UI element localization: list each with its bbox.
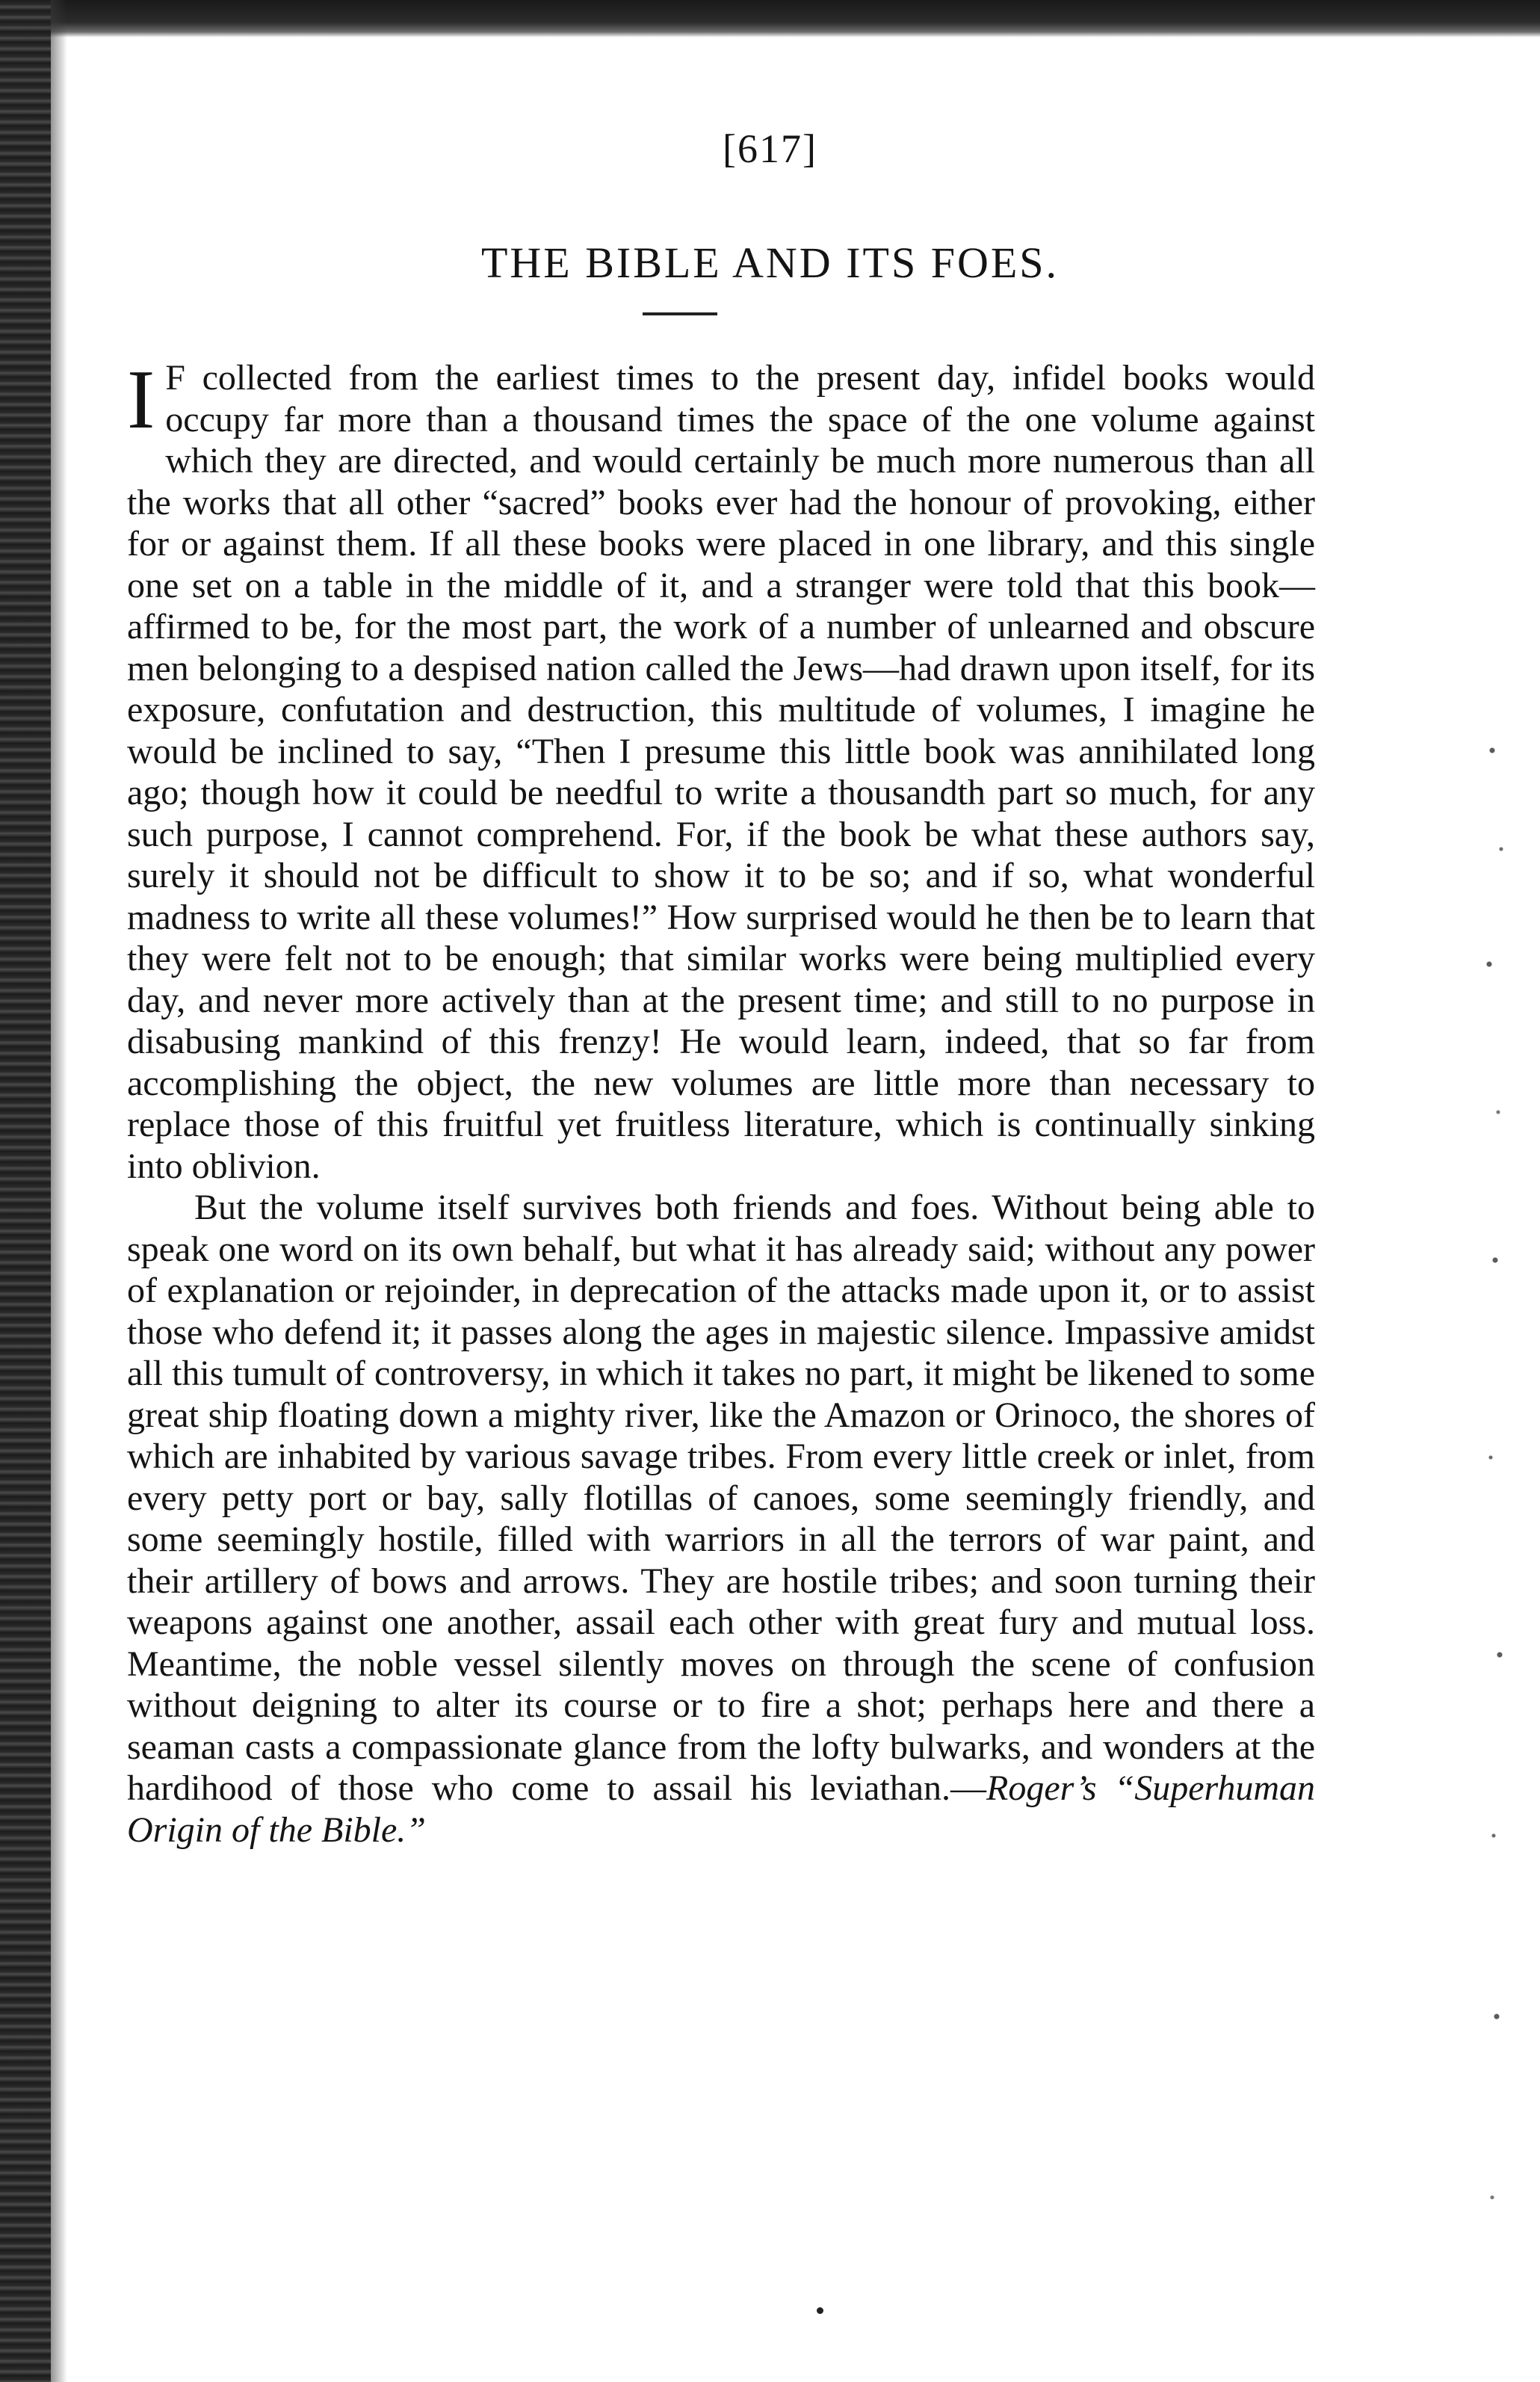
citation: Roger’s “Superhuman Origin of the Bible.” [127,1768,1315,1850]
paragraph-2-text: But the volume itself survives both friends and foes. Without being able to speak one word on its own behalf, but what it has already said; without any power of explanation or rejoinder, in deprecation of the attacks made upon it, or to assist those who defend it; it passes along the ages in majestic silence. Impassive amidst all this tumult of controversy, in which it takes no part, it might be likened to some great ship floating down a mighty river, like the Amazon or Orinoco, the shores of which are inhabited by various savage tribes. From every little creek or inlet, from every petty port or bay, sally flotillas of canoes, some seemingly friendly, and some seemingly hostile, filled with warriors in all the terrors of war paint, and their artillery of bows and arrows. They are hostile tribes; and soon turning their weapons against one another, assail each other with great fury and mutual loss. Meantime, the noble vessel silently moves on through the scene of confusion without deigning to alter its course or to fire a shot; perhaps here and there a seaman casts a compassionate glance from the lofty bulwarks, and wonders at the hardihood of those who come to assail his leviathan.— [127,1188,1315,1808]
article-title: THE BIBLE AND ITS FOES. [480,238,1060,287]
page-number: [617] [723,126,817,171]
scan-top-edge [0,0,1540,37]
scan-left-binding-edge [0,0,51,2382]
stray-ink-dot [817,2307,823,2314]
paragraph-2 [127,1187,1315,1851]
scan-right-margin-specks [1483,718,1513,2362]
drop-cap-letter: I [127,354,155,446]
title-divider [643,312,717,315]
article-body [127,354,1315,1851]
paragraph-1-text: F collected from the earliest times to the present day, infidel books would occupy far more than a thousand times the space of the one volume against which they are directed, and would certainly be much more numerous than all the works that all other “sacred” books ever had the honour of provoking, either for or against them. If all these books were placed in one library, and this single one set on a table in the middle of it, and a stranger were told that this book—affirmed to be, for the most part, the work of a number of unlearned and obscure men belonging to a despised nation called the Jews—had drawn upon itself, for its exposure, confutation and destruction, this multitude of volumes, I imagine he would be inclined to say, “Then I presume this little book was annihilated long ago; though how it could be needful to write a thousandth part so much, for any such purpose, I cannot comprehend. For, if the book be what these authors say, surely it should not be difficult to show it to be so; and if so, what wonderful madness to write all these volumes!” How surprised would he then be to learn that they were felt not to be enough; that similar works were being multiplied every day, and never more actively than at the present time; and still to no purpose in disabusing mankind of this frenzy! He would learn, indeed, that so far from accomplishing the object, the new volumes are little more than necessary to replace those of this fruitful yet fruitless literature, which is continually sinking into oblivion. [127,358,1315,1186]
paragraph-1 [127,354,1315,1187]
